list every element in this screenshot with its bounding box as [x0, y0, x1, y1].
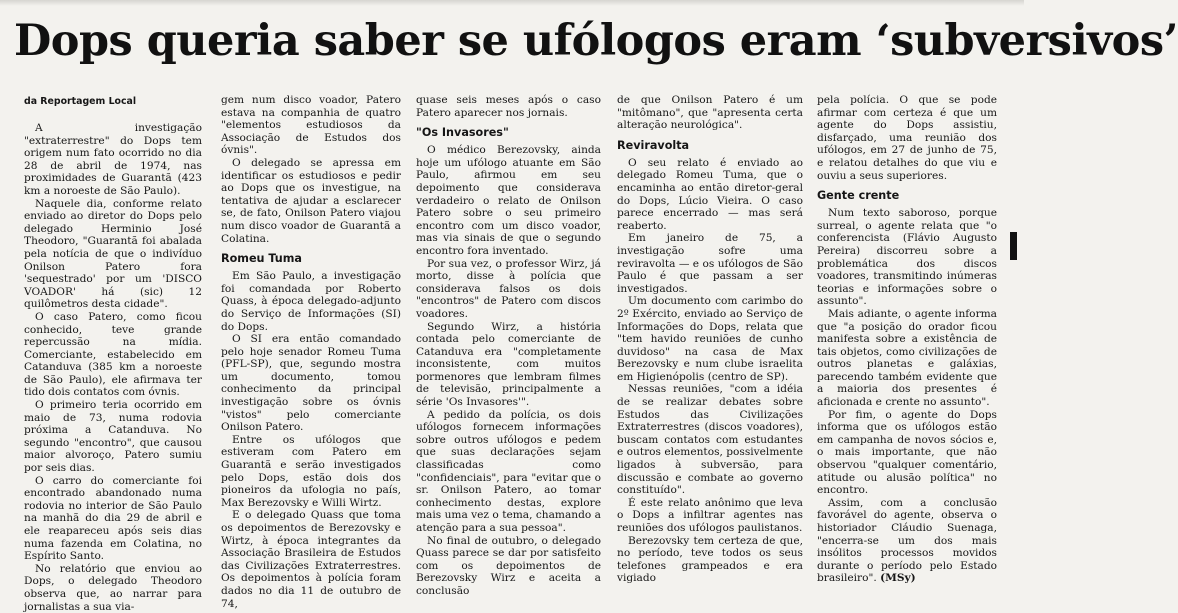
paragraph: No relatório que enviou ao Dops, o delegado Theodoro observa que, ao narrar para jornalistas a sua via-: [24, 562, 202, 613]
paragraph: Um documento com carimbo do 2º Exército, enviado ao Serviço de Informações do Dops, relata que "tem havido reuniões de cunho duvidoso" na casa de Max Berezovsky e num clube israelita em Higienópolis (centro de SP).: [617, 295, 803, 383]
article-column-3: [416, 94, 601, 597]
paragraph: O delegado se apressa em identificar os estudiosos e pedir ao Dops que os investigue, na tentativa de ajudar a esclarecer se, de fato, Onilson Patero viajou num disco voador de Guarantã a Colatina.: [221, 156, 401, 245]
paragraph: de que Onilson Patero é um "mitômano", que "apresenta certa alteração neurológica".: [617, 94, 803, 132]
article-column-2: [221, 94, 401, 610]
paragraph: No final de outubro, o delegado Quass parece se dar por satisfeito com os depoimentos de Berezovsky Wirz e aceita a conclusão: [416, 534, 601, 597]
paragraph: [817, 497, 997, 585]
paragraph: Mais adiante, o agente informa que "a posição do orador ficou manifesta sobre a existência de tais objetos, como civilizações de outros planetas e galáxias, parecendo também evidente que a maioria dos presentes é aficionada e crente no assunto".: [817, 307, 997, 409]
paragraph: Em janeiro de 75, a investigação sofre uma reviravolta — e os ufólogos de São Paulo é que passam a ser investigados.: [617, 232, 803, 295]
article-column-1: [24, 92, 202, 613]
paragraph: Nessas reuniões, "com a idéia de se realizar debates sobre Estudos das Civilizações Extraterrestres (discos voadores), buscam contatos com estudantes e outros elementos, possivelmente ligados à subversão, para discussão e combate ao governo constituído".: [617, 383, 803, 497]
paragraph: É este relato anônimo que leva o Dops a infiltrar agentes nas reuniões dos ufólogos paulistanos.: [617, 496, 803, 534]
paragraph: quase seis meses após o caso Patero aparecer nos jornais.: [416, 94, 601, 119]
paragraph: Berezovsky tem certeza de que, no período, teve todos os seus telefones grampeados e era vigiado: [617, 534, 803, 585]
paragraph: A investigação "extraterrestre" do Dops tem origem num fato ocorrido no dia 28 de abril de 1974, nas proximidades de Guarantã (423 km a noroeste de São Paulo).: [24, 122, 202, 197]
paragraph: O primeiro teria ocorrido em maio de 73, numa rodovia próxima a Catanduva. No segundo "encontro", que causou maior alvoroço, Patero sumiu por seis dias.: [24, 399, 202, 475]
subheading: "Os Invasores": [416, 126, 509, 140]
paragraph-text: Assim, com a conclusão favorável do agente, observa o historiador Cláudio Suenaga, "encerra-se um dos mais insólitos processos movidos durante o período pelo Estado brasileiro".: [817, 496, 997, 585]
paragraph: Segundo Wirz, a história contada pelo comerciante de Catanduva era "completamente inconsistente, com muitos pormenores que lembram filmes de televisão, principalmente a série 'Os Invasores'".: [416, 320, 601, 409]
paragraph: O seu relato é enviado ao delegado Romeu Tuma, que o encaminha ao então diretor-geral do Dops, Lúcio Vieira. O caso parece encerrado — mas será reaberto.: [617, 156, 803, 232]
subheading: Reviravolta: [617, 138, 690, 152]
byline: da Reportagem Local: [24, 96, 137, 107]
paragraph: Por fim, o agente do Dops informa que os ufólogos estão em campanha de novos sócios e, o mais importante, que não observou "qualquer comentário, atitude ou alusão política" no encontro.: [817, 408, 997, 497]
article-headline: Dops queria saber se ufólogos eram ‘subversivos’: [14, 16, 1178, 66]
paragraph: O SI era então comandado pelo hoje senador Romeu Tuma (PFL-SP), que, segundo mostra um documento, tomou conhecimento da principal investigação sobre os óvnis "vistos" pelo comerciante Onilson Patero.: [221, 333, 401, 434]
paragraph: E o delegado Quass que toma os depoimentos de Berezovsky e Wirtz, à época integrantes da Associação Brasileira de Estudos das Civilizações Extraterrestres. Os depoimentos à polícia foram dados no dia 11 de outubro de 74,: [221, 509, 401, 610]
paragraph: pela polícia. O que se pode afirmar com certeza é que um agente do Dops assistiu, disfarçado, uma reunião dos ufólogos, em 27 de junho de 75, e relatou detalhes do que viu e ouviu a seus superiores.: [817, 94, 997, 182]
author-signature: (MSy): [880, 572, 916, 585]
paragraph: Entre os ufólogos que estiveram com Patero em Guarantã e serão investigados pelo Dops, estão dois dos pioneiros da ufologia no país, Max Berezovsky e Willi Wirtz.: [221, 433, 401, 509]
paragraph: O carro do comerciante foi encontrado abandonado numa rodovia no interior de São Paulo na manhã do dia 29 de abril e ele reapareceu após seis dias numa fazenda em Colatina, no Espírito Santo.: [24, 474, 202, 563]
page-top-edge: [0, 0, 1024, 6]
paragraph: O caso Patero, como ficou conhecido, teve grande repercussão na mídia. Comerciante, estabelecido em Catanduva (385 km a noroeste de São Paulo), ele afirmava ter tido dois contatos com óvnis.: [24, 310, 202, 399]
paragraph: Naquele dia, conforme relato enviado ao diretor do Dops pelo delegado Herminio José Theodoro, "Guarantã foi abalada pela notícia de que o indivíduo Onilson Patero fora 'sequestrado' por um 'DISCO VOADOR' há (sic) 12 quilômetros desta cidade".: [24, 197, 202, 311]
subheading: Gente crente: [817, 189, 900, 203]
paragraph: A pedido da polícia, os dois ufólogos fornecem informações sobre outros ufólogos e pedem que suas declarações sejam classificadas como "confidenciais", para "evitar que o sr. Onilson Patero, ao tomar conhecimento destas, explore mais uma vez o tema, chamando a atenção para a sua pessoa".: [416, 408, 601, 534]
paragraph: Em São Paulo, a investigação foi comandada por Roberto Quass, à época delegado-adjunto do Serviço de Informações (SI) do Dops.: [221, 270, 401, 333]
article-column-4: [617, 94, 803, 587]
paragraph: O médico Berezovsky, ainda hoje um ufólogo atuante em São Paulo, afirmou em seu depoimento que considerava verdadeiro o relato de Onilson Patero sobre o seu primeiro encontro com um disco voador, mas via sinais de que o segundo encontro fora inventado.: [416, 144, 601, 257]
paragraph: Por sua vez, o professor Wirz, já morto, disse à polícia que considerava falsos os dois "encontros" de Patero com discos voadores.: [416, 257, 601, 320]
page-edge-mark: [1010, 232, 1017, 260]
paragraph: gem num disco voador, Patero estava na companhia de quatro "elementos estudiosos da Associação de Estudos dos óvnis".: [221, 94, 401, 157]
article-column-5: [817, 94, 997, 587]
paragraph: Num texto saboroso, porque surreal, o agente relata que "o conferencista (Flávio Augusto Pereira) discorreu sobre a problemática dos discos voadores, transmitindo inúmeras teorias e informações sobre o assunto".: [817, 207, 997, 308]
subheading: Romeu Tuma: [221, 252, 302, 266]
